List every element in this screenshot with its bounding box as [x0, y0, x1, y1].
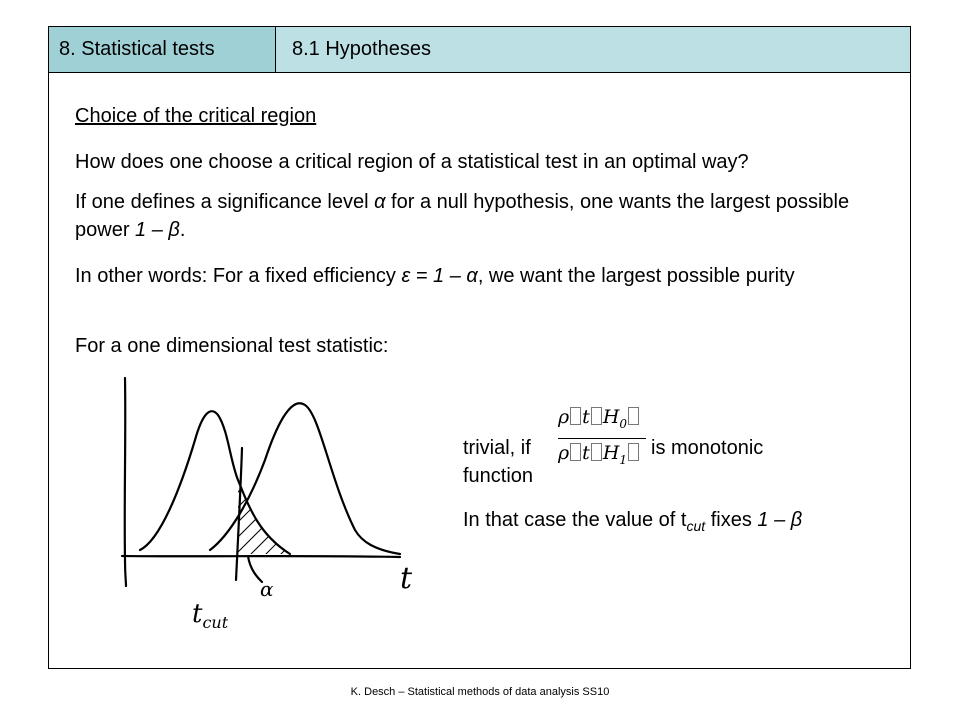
curve-h0: [140, 411, 290, 554]
subsection-title: 8.1 Hypotheses: [275, 26, 911, 73]
footer: K. Desch – Statistical methods of data analysis SS10: [350, 686, 610, 698]
conclusion-text: In that case the value of $t_{cut}$ fixes 1 – β: [463, 509, 803, 534]
x-axis-label: t: [400, 561, 413, 596]
paragraph-1d-statistic: For a one dimensional test statistic:: [75, 335, 389, 357]
function-text: function: [463, 465, 534, 487]
tcut-label: $t_{cut}$: [192, 599, 229, 632]
paragraph-efficiency: In other words: For a fixed efficiency ε = 1 – α, we want the largest possible purity: [75, 265, 795, 287]
formula-denominator: ρ t $H_1$: [558, 442, 648, 467]
tcut-line: [236, 448, 242, 580]
formula-numerator: ρ t $H_0$: [558, 406, 648, 431]
paragraph-question: How does one choose a critical region of a statistical test in an optimal way?: [75, 151, 749, 173]
paragraph-significance: If one defines a significance level α for a null hypothesis, one wants the largest possible power 1 – β.: [75, 191, 850, 241]
distribution-sketch: [100, 370, 440, 640]
trivial-if-text: trivial, if: [463, 437, 531, 459]
fraction-bar: [558, 438, 646, 439]
y-axis: [125, 378, 126, 586]
section-title: 8. Statistical tests: [48, 26, 276, 73]
hatched-tail: [230, 460, 340, 555]
monotonic-text: is monotonic: [651, 437, 764, 459]
alpha-label: α: [260, 577, 274, 601]
likelihood-ratio-formula: [556, 400, 648, 476]
x-axis: [122, 556, 400, 557]
slide-heading: Choice of the critical region: [75, 105, 317, 127]
